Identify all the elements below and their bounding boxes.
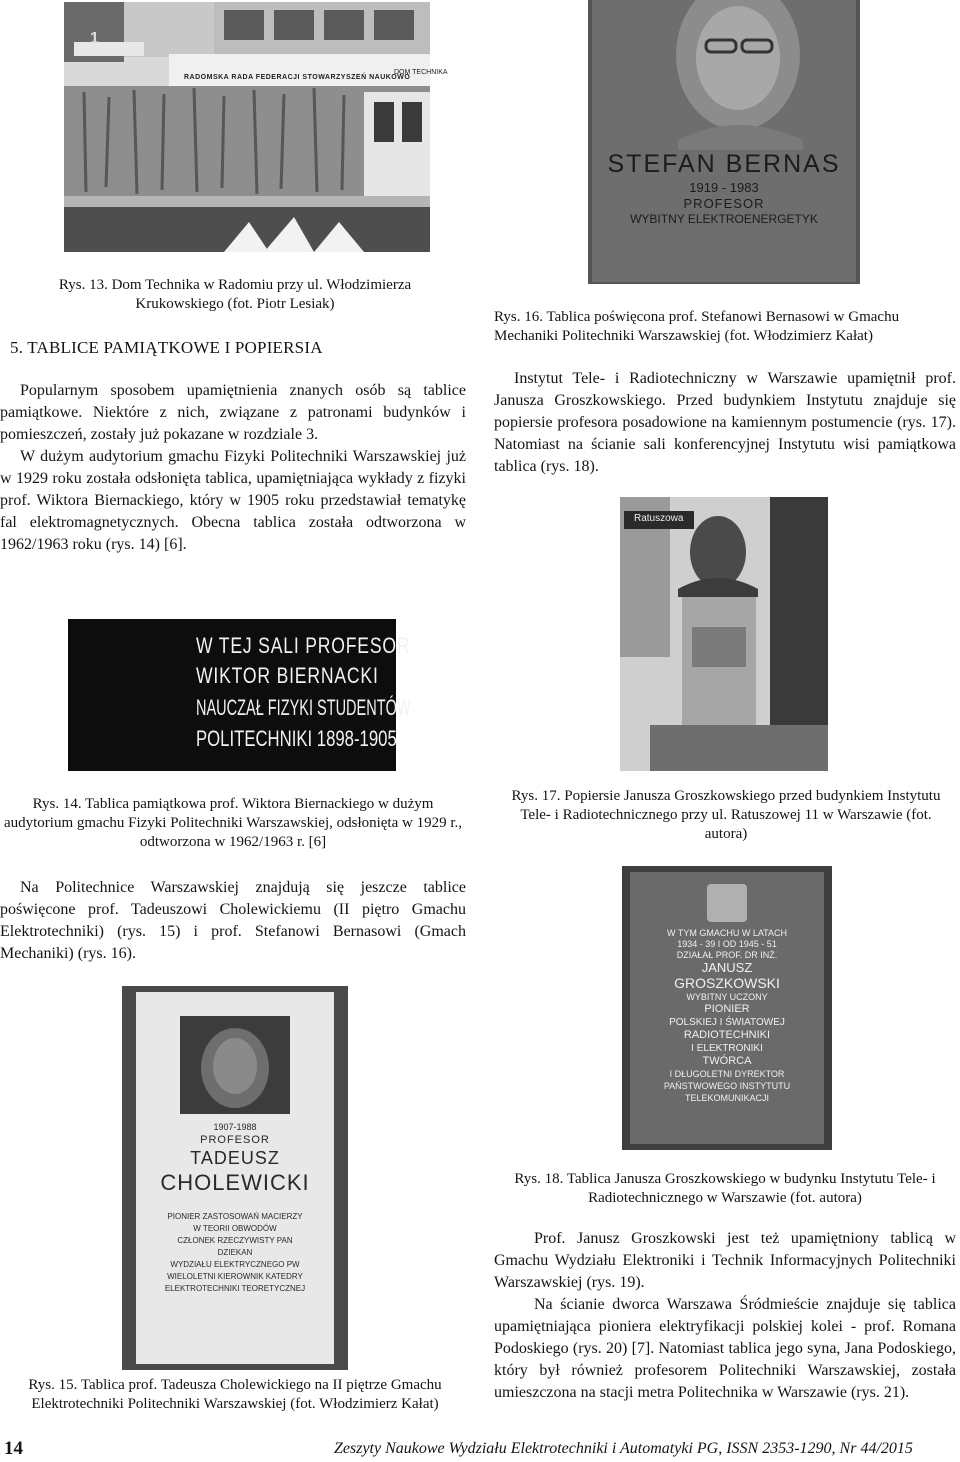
biernacki-line3: NAUCZAŁ FIZYKI STUDENTÓW <box>196 695 411 720</box>
groszkowski-line: TELEKOMUNIKACJI <box>684 1093 769 1103</box>
groszkowski-line: PAŃSTWOWEGO INSTYTUTU <box>663 1081 791 1091</box>
cholewicki-line: DZIEKAN <box>217 1248 253 1257</box>
photo-bernas-drawing <box>588 0 860 284</box>
street-sign-text: Ratuszowa <box>634 513 684 524</box>
groszkowski-line: TWÓRCA <box>702 1055 752 1067</box>
groszkowski-line: PIONIER <box>704 1003 750 1015</box>
groszkowski-line: RADIOTECHNIKI <box>683 1029 771 1041</box>
photo-dom-technika-drawing <box>64 2 448 252</box>
cholewicki-years: 1907-1988 <box>213 1122 257 1132</box>
cholewicki-last: CHOLEWICKI <box>160 1170 310 1195</box>
photo-bernas-plaque <box>588 0 860 284</box>
bernas-desc: WYBITNY ELEKTROENERGETYK <box>630 212 818 226</box>
groszkowski-line: JANUSZ <box>701 960 753 975</box>
paragraph-popular: Popularnym sposobem upamiętnienia znanych osób są tablice pamiątkowe. Niektóre z nich, związane z patronami budynków i pomieszczeń, zostały już pokazane w rozdziale 3. <box>0 382 466 443</box>
paragraph-instytut: Instytut Tele- i Radiotechniczny w Warszawie upamiętnił prof. Janusza Groszkowskiego. Przed budynkiem Instytutu znajduje się popiersie profesora posadowione na kamiennym postumencie (rys. 17). Natomiast na ścianie sali konferencyjnej Instytutu wisi pamiątkowa tablica (rys. 18). <box>494 370 956 475</box>
cholewicki-line: W TEORII OBWODÓW <box>193 1224 277 1233</box>
radom-number: 1 <box>90 30 99 47</box>
cholewicki-line: PIONIER ZASTOSOWAŃ MACIERZY <box>167 1212 303 1221</box>
groszkowski-line: DZIAŁAŁ PROF. DR INŻ. <box>676 950 778 960</box>
cholewicki-line: WYDZIAŁU ELEKTRYCZNEGO PW <box>170 1260 300 1269</box>
groszkowski-line: 1934 - 39 I OD 1945 - 51 <box>677 939 777 949</box>
bernas-years: 1919 - 1983 <box>689 180 759 195</box>
biernacki-line4: POLITECHNIKI 1898-1905 <box>196 726 397 751</box>
photo-cholewicki-plaque <box>122 986 348 1370</box>
cholewicki-relief-portrait <box>180 1016 290 1114</box>
groszkowski-line: I DŁUGOLETNI DYREKTOR <box>669 1069 785 1079</box>
groszkowski-line: I ELEKTRONIKI <box>691 1043 763 1054</box>
cholewicki-first: TADEUSZ <box>190 1148 280 1168</box>
paragraph-groszkowski-weti: Prof. Janusz Groszkowski jest też upamiętniony tablicą w Gmachu Wydziału Elektroniki i Technik Informacyjnych Politechniki Warszawskiej (rys. 19). <box>494 1230 956 1291</box>
cholewicki-line: WIELOLETNI KIEROWNIK KATEDRY <box>167 1272 303 1281</box>
groszkowski-line: WYBITNY UCZONY <box>686 992 768 1002</box>
caption-fig18: Rys. 18. Tablica Janusza Groszkowskiego w budynku Instytutu Tele- i Radiotechnicznego w Warszawie (fot. autora) <box>514 1171 936 1206</box>
groszkowski-line: GROSZKOWSKI <box>674 975 780 991</box>
photo-groszkowski-plaque <box>622 866 832 1150</box>
groszkowski-line: POLSKIEJ I ŚWIATOWEJ <box>669 1017 785 1028</box>
photo-groszkowski-bust <box>620 497 828 771</box>
caption-fig16: Rys. 16. Tablica poświęcona prof. Stefanowi Bernasowi w Gmachu Mechaniki Politechniki Warszawskiej (fot. Włodzimierz Kałat) <box>494 309 900 344</box>
groszkowski-line: W TYM GMACHU W LATACH <box>667 928 787 938</box>
radom-dom-label: DOM TECHNIKA <box>394 69 448 76</box>
groszkowski-plaque-text <box>634 928 820 1104</box>
caption-fig13: Rys. 13. Dom Technika w Radomiu przy ul. Włodzimierza Krukowskiego (fot. Piotr Lesiak) <box>58 277 412 312</box>
photo-biernacki-plaque <box>68 619 411 771</box>
photo-bust-drawing <box>620 497 828 771</box>
page-number: 14 <box>4 1438 23 1459</box>
bernas-title: PROFESOR <box>683 196 765 211</box>
biernacki-line1: W TEJ SALI PROFESOR <box>196 633 411 658</box>
paragraph-cholewicki: Na Politechnice Warszawskiej znajdują się jeszcze tablice poświęcone prof. Tadeuszowi Cholewickiemu (II piętro Gmachu Elektrotechniki) (rys. 15) i prof. Stefanowi Bernasowi (Gmach Mechaniki) (rys. 16). <box>0 879 466 962</box>
groszkowski-relief <box>707 884 747 922</box>
cholewicki-title: PROFESOR <box>200 1134 270 1146</box>
paragraph-biernacki: W dużym audytorium gmachu Fizyki Politechniki Warszawskiej już w 1929 roku została odsłonięta tablica, upamiętniająca wykłady z fizyki prof. Wiktora Biernackiego, który w 1905 roku przedstawiał tematykę fal elektromagnetycznych. Obecna tablica została odtworzona w 1962/1963 roku (rys. 14) [6]. <box>0 448 466 553</box>
cholewicki-plaque-text <box>136 1122 334 1295</box>
caption-fig17: Rys. 17. Popiersie Janusza Groszkowskiego przed budynkiem Instytutu Tele- i Radiotechnicznego przy ul. Ratuszowej 11 w Warszawie (fot. autora) <box>511 788 941 842</box>
cholewicki-line: CZŁONEK RZECZYWISTY PAN <box>177 1236 293 1245</box>
radom-sign-text: RADOMSKA RADA FEDERACJI STOWARZYSZEŃ NAUKOWO <box>184 74 411 81</box>
bernas-name: STEFAN BERNAS <box>607 150 841 178</box>
cholewicki-line: ELEKTROTECHNIKI TEORETYCZNEJ <box>164 1284 306 1293</box>
section-heading: 5. TABLICE PAMIĄTKOWE I POPIERSIA <box>10 338 323 357</box>
journal-footer: Zeszyty Naukowe Wydziału Elektrotechniki i Automatyki PG, ISSN 2353-1290, Nr 44/2015 <box>334 1440 913 1457</box>
paragraph-podoski: Na ścianie dworca Warszawa Śródmieście znajduje się tablica upamiętniająca pioniera elektryfikacji polskiej kolei - prof. Romana Podoskiego (rys. 20) [7]. Natomiast tablica jego syna, Jana Podoskiego, który był również profesorem Politechniki Warszawskiej, została umieszczona na stacji metra Politechnika w Warszawie (rys. 21). <box>494 1296 956 1401</box>
biernacki-line2: WIKTOR BIERNACKI <box>196 663 379 688</box>
caption-fig15: Rys. 15. Tablica prof. Tadeusza Cholewickiego na II piętrze Gmachu Elektrotechniki Politechniki Warszawskiej (fot. Włodzimierz Kałat) <box>28 1377 442 1412</box>
photo-dom-technika <box>64 2 448 252</box>
caption-fig14: Rys. 14. Tablica pamiątkowa prof. Wiktora Biernackiego w dużym audytorium gmachu Fizyki Politechniki Warszawskiej, odsłonięta w 1929 r., odtworzona w 1962/1963 r. [6] <box>3 796 463 850</box>
